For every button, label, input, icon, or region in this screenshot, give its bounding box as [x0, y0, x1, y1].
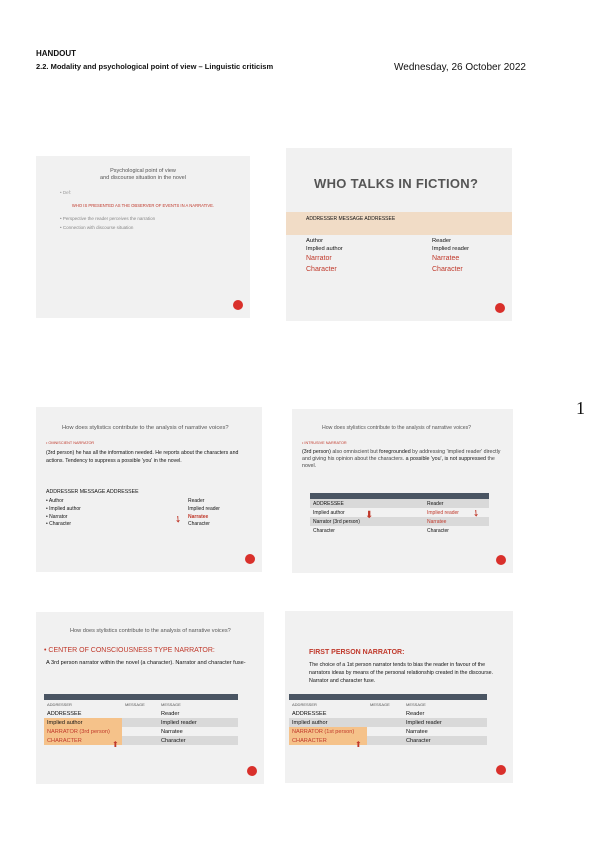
bullet: • Def: [60, 190, 72, 195]
list-item: Character [306, 266, 337, 273]
narration-table [44, 694, 238, 745]
table-row [310, 526, 489, 535]
list-item: • Narrator [46, 513, 68, 520]
table-row [310, 517, 489, 526]
table-cell [122, 718, 158, 727]
bullet: • Perspective the reader perceives the narration [60, 216, 156, 221]
bullet: • Connection with discourse situation [60, 225, 134, 230]
list-item: • Character [46, 521, 72, 528]
table-cell [367, 709, 403, 718]
table-cell: Character [158, 736, 238, 745]
table-cell [122, 736, 158, 745]
table-cell: CHARACTER [289, 736, 367, 745]
table-cell: ADDRESSER [292, 702, 317, 707]
text-run: also omniscient but [330, 449, 380, 455]
list-item: Author [306, 238, 324, 244]
band-text: ADDRESSER MESSAGE ADDRESSEE [306, 216, 396, 222]
slide-question: How does stylistics contribute to the analysis of narrative voices? [70, 628, 231, 634]
list-item: Narratee [188, 513, 209, 520]
slide-thumbnail-5 [36, 612, 264, 784]
table-row [289, 709, 487, 718]
table-cell: Character [403, 736, 487, 745]
addresser-list [46, 498, 81, 529]
addressee-list [188, 498, 220, 529]
slide-heading: FIRST PERSON NARRATOR: [309, 649, 405, 656]
slide-title-line: Psychological point of view [110, 168, 176, 174]
definition-text: WHO IS PRESENTED AS THE OBSERVER OF EVENTS IN A NARRATIVE. [71, 203, 215, 208]
slide-title: WHO TALKS IN FICTION? [314, 176, 479, 191]
table-row [44, 700, 238, 709]
list-item: Implied author [306, 245, 343, 252]
table-cell: NARRATOR (1st person) [289, 727, 367, 736]
list-item: Implied reader [432, 245, 470, 252]
text-run: foregrounded [379, 449, 411, 455]
table-row [310, 508, 489, 517]
slide-number-dot [245, 554, 255, 564]
slide-paragraph [302, 449, 502, 471]
table-cell: Character [313, 527, 335, 534]
table-cell [367, 718, 403, 727]
handout-subtitle: 2.2. Modality and psychological point of view – Linguistic criticism [36, 62, 274, 71]
table-cell [388, 508, 424, 517]
table-cell [388, 499, 424, 508]
table-row [310, 499, 489, 508]
table-cell: Narratee [406, 728, 428, 735]
page-number: 1 [576, 398, 585, 418]
narrator-type-label: • OMNISCIENT NARRATOR [46, 441, 95, 445]
handout-date: Wednesday, 26 October 2022 [394, 62, 526, 73]
list-item: Character [188, 521, 210, 528]
table-cell: Reader [161, 710, 180, 717]
list-item: • Author [46, 498, 64, 504]
table-cell [367, 727, 403, 736]
arrow-up-icon: ⬆ [355, 740, 362, 749]
text-run: (3rd person) [302, 449, 331, 455]
table-row [289, 727, 487, 736]
table-cell: Implied author [44, 718, 122, 727]
table-cell: ADDRESSEE [292, 710, 327, 717]
slide-number-dot [247, 766, 257, 776]
table-cell: Implied reader [427, 509, 459, 516]
table-row [289, 700, 487, 709]
table-cell: Implied author [289, 718, 367, 727]
table-row [44, 718, 238, 727]
slide-title [36, 168, 250, 182]
table-cell [122, 709, 158, 718]
table-cell: Narratee [424, 517, 489, 526]
table-cell: Implied reader [158, 718, 238, 727]
list-item: Implied reader [188, 505, 220, 512]
table-cell: Reader [424, 499, 489, 508]
table-cell [367, 736, 403, 745]
addressee-column [432, 238, 469, 275]
table-cell: MESSAGE [161, 702, 181, 707]
slide-thumbnail-3 [36, 407, 262, 572]
arrow-down-icon: ⬇ [365, 510, 374, 521]
list-item: Reader [188, 498, 205, 504]
arrow-up-icon: ⬆ [112, 740, 119, 749]
arrow-icon: ➘ [469, 506, 483, 520]
table-cell: Implied author [313, 509, 345, 516]
addresser-column [306, 238, 343, 275]
slide-number-dot [495, 303, 505, 313]
table-cell: NARRATOR (3rd person) [44, 727, 122, 736]
table-row [44, 727, 238, 736]
table-cell: Narratee [161, 728, 183, 735]
table-cell [388, 517, 424, 526]
table-cell: Implied reader [403, 718, 487, 727]
slide-question: How does stylistics contribute to the analysis of narrative voices? [62, 425, 229, 431]
narration-table [310, 493, 489, 535]
list-item: Character [432, 266, 463, 273]
narrator-type-label: • INTRUSIVE NARRATOR [302, 441, 347, 445]
slide-paragraph: (3rd person) he has all the information needed. He reports about the characters and actions. Tendency to suppress a possible 'you' in the novel. [46, 450, 239, 464]
table-row [289, 718, 487, 727]
handout-title: HANDOUT [36, 49, 76, 58]
text-run: the novel. [302, 456, 495, 470]
table-row [289, 736, 487, 745]
slide-thumbnail-4 [292, 409, 513, 573]
arrow-icon: ➘ [171, 512, 185, 526]
table-row [44, 709, 238, 718]
slide-question: How does stylistics contribute to the analysis of narrative voices? [322, 425, 472, 431]
list-item: • Implied author [46, 505, 81, 512]
table-cell: MESSAGE [406, 702, 426, 707]
slide-number-dot [496, 555, 506, 565]
table-cell: Narrator (3rd person) [310, 517, 388, 526]
table-cell: ADDRESSER [47, 702, 72, 707]
table-header-cell: ADDRESSER [44, 694, 122, 700]
narration-table [289, 694, 487, 745]
slide-heading: • CENTER OF CONSCIOUSNESS TYPE NARRATOR: [44, 647, 215, 654]
slide-title-line: and discourse situation in the novel [100, 175, 186, 181]
slide-thumbnail-2 [286, 148, 512, 321]
addresser-band [286, 212, 512, 235]
table-cell [122, 727, 158, 736]
slide-paragraph: The choice of a 1st person narrator tends to bias the reader in favour of the narrators ideas by means of the personal relationship created in the discourse. Narrator and character fuse. [309, 662, 494, 684]
list-item: Narratee [432, 255, 460, 262]
table-cell: CHARACTER [44, 736, 122, 745]
table-cell [388, 526, 424, 535]
list-item: Reader [432, 238, 452, 244]
table-cell: MESSAGE [370, 702, 390, 707]
slide-paragraph: A 3rd person narrator within the novel (a character). Narrator and character fuse- [46, 660, 246, 666]
table-cell: ADDRESSEE [310, 499, 388, 508]
slide-thumbnail-1 [36, 156, 250, 318]
text-run: a possible 'you', is not suppressed [405, 456, 487, 463]
slide-thumbnail-6 [285, 611, 513, 783]
slide-number-dot [496, 765, 506, 775]
list-item: Narrator [306, 255, 332, 262]
table-row [44, 736, 238, 745]
table-cell: ADDRESSEE [47, 710, 82, 717]
addresser-line: ADDRESSER MESSAGE ADDRESSEE [46, 489, 139, 495]
slide-number-dot [233, 300, 243, 310]
text-run: by addressing 'implied reader' directly and giving his opinion about the characters. [302, 449, 501, 463]
table-cell: Character [427, 527, 449, 534]
table-cell: MESSAGE [125, 702, 145, 707]
table-cell: Reader [406, 710, 425, 717]
